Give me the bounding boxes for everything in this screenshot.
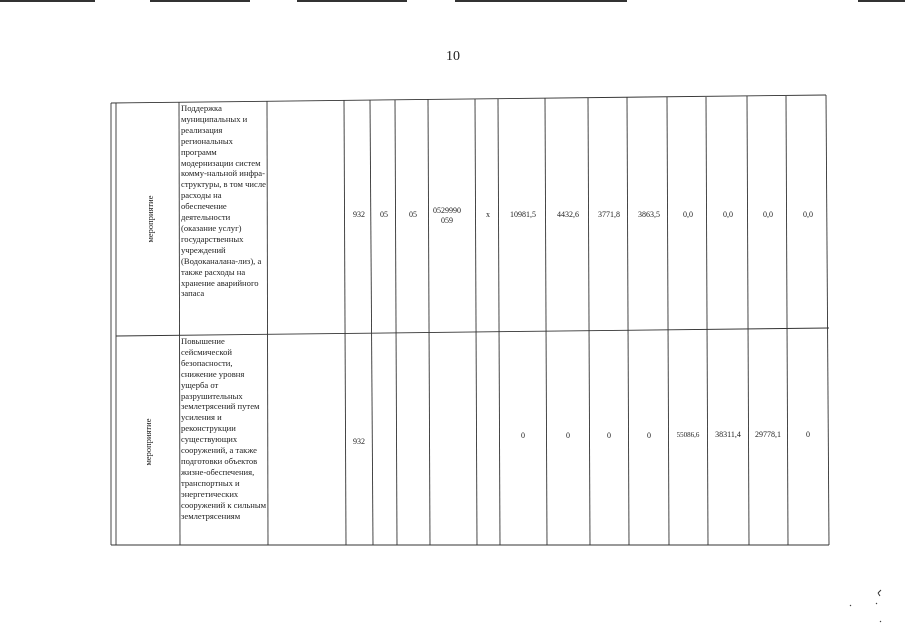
- table-cell: 0529990 059: [433, 206, 461, 225]
- table-cell: 10981,5: [510, 210, 536, 219]
- table-cell: 05: [409, 210, 417, 219]
- table-cell: 0: [607, 431, 611, 440]
- row-category-label: мероприятие: [143, 418, 153, 466]
- table-cell: 0: [647, 431, 651, 440]
- table-cell: 29778,1: [755, 430, 781, 439]
- table-cell: 3863,5: [638, 210, 660, 219]
- table-cell: 932: [353, 437, 365, 446]
- table-cell: 38311,4: [715, 430, 741, 439]
- table-cell: 3771,8: [598, 210, 620, 219]
- table-cell: 0,0: [723, 210, 733, 219]
- page-number: 10: [446, 49, 460, 64]
- table-cell: 0,0: [763, 210, 773, 219]
- table-cell: 0,0: [803, 210, 813, 219]
- table-cell: 0: [806, 430, 810, 439]
- row-description: Поддержка муниципальных и реализация региональных программ модернизации систем комму-нальной инфра-структуры, в том числе расходы на обеспечение деятельности (оказание услуг) государственных учреждений (Водоканалана-лиз), а также расходы на хранение аварийного запаса: [181, 103, 266, 299]
- table-cell: 0: [521, 431, 525, 440]
- table-cell: 932: [353, 210, 365, 219]
- table-cell: 55086,6: [676, 431, 700, 439]
- table-cell: 4432,6: [557, 210, 579, 219]
- table-cell: х: [486, 210, 490, 219]
- table-cell: 0: [566, 431, 570, 440]
- row-description: Повышение сейсмической безопасности, снижение уровня ущерба от разрушительных землетрясений путем усиления и реконструкции существующих сооружений, а также подготовки объектов жизне-обеспечения, транспортных и энергетических сооружений к сильным землетрясениям: [181, 336, 267, 521]
- table-cell: 05: [380, 210, 388, 219]
- row-category-label: мероприятие: [145, 195, 155, 243]
- table-cell: 0,0: [683, 210, 693, 219]
- scan-marks: [840, 585, 890, 630]
